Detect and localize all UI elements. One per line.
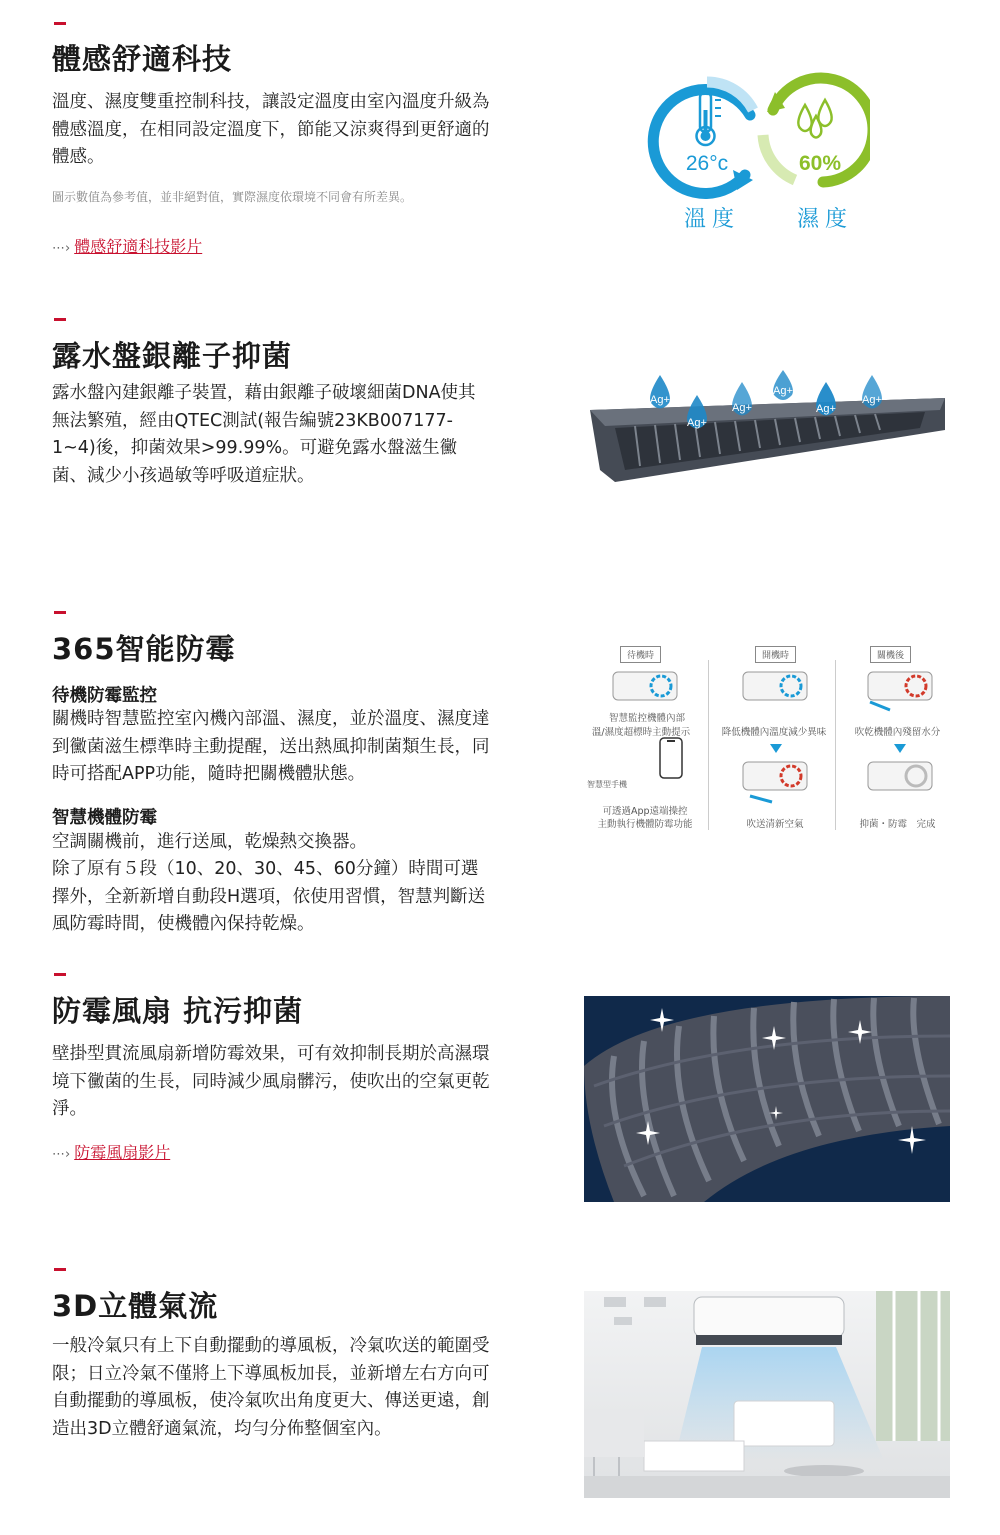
silver-ion-drop-icon (773, 370, 793, 400)
section-title-comfort: 體感舒適科技 (52, 42, 233, 76)
section-body-silver: 露水盤內建銀離子裝置，藉由銀離子破壞細菌DNA使其無法繁殖，經由QTEC測試(報告編號23KB007177-1~4)後，抑菌效果>99.99%。可避免露水盤滋生黴菌、減少小孩過敏等呼吸道症狀。 (52, 383, 476, 486)
comfort-video-link-row[interactable] (52, 234, 202, 257)
diagram-col2-label: 開機時 (755, 646, 796, 663)
diagram-caption: 吹乾機體內殘留水分 (854, 727, 941, 738)
diagram-caption: 可透過App遠端操控 (602, 806, 688, 817)
section-title-airflow: 3D立體氣流 (52, 1289, 219, 1323)
fan-image (584, 996, 950, 1202)
section-title-mold: 365智能防霉 (52, 632, 236, 666)
section-accent-bar (54, 611, 66, 614)
silver-ion-drop-icon (816, 382, 836, 416)
room-airflow-image (584, 1291, 950, 1498)
silver-ion-drop-icon (650, 375, 670, 409)
diagram-caption: 主動執行機體防霉功能 (597, 819, 693, 830)
svg-text:Ag+: Ag+ (732, 402, 752, 414)
link-arrow-icon: ⋯› (52, 241, 71, 256)
temp-humidity-figure (645, 70, 870, 240)
section-body-standby: 關機時智慧監控室內機內部溫、濕度，並於溫度、濕度達到黴菌滋生標準時主動提醒，送出熱風抑制菌類生長，同時可搭配APP功能，隨時把關機體狀態。 (52, 709, 490, 784)
comfort-video-link[interactable]: 體感舒適科技影片 (74, 237, 203, 256)
section-body-airflow: 一般冷氣只有上下自動擺動的導風板，冷氣吹送的範圍受限；日立冷氣不僅將上下導風板加長，並新增左右方向可自動擺動的導風板，使冷氣吹出角度更大、傳送更遠，創造出3D立體舒適氣流，均勻分佈整個室內。 (52, 1336, 490, 1439)
ac-unit-icon (868, 762, 932, 790)
ac-unit-icon (613, 672, 677, 700)
fan-video-link-row[interactable] (52, 1140, 170, 1163)
fan-video-link[interactable]: 防霉風扇影片 (74, 1143, 171, 1162)
temp-value: 26°c (685, 152, 729, 175)
down-arrow-icon (770, 744, 782, 753)
svg-text:Ag+: Ag+ (687, 417, 707, 429)
ac-unit-icon (743, 762, 807, 802)
section-body-smart-a: 空調關機前，進行送風，乾燥熱交換器。 (52, 832, 367, 852)
disclaimer-note: 圖示數值為參考值，並非絕對值，實際濕度依環境不同會有所差異。 (52, 190, 413, 204)
section-accent-bar (54, 973, 66, 976)
svg-text:Ag+: Ag+ (650, 394, 670, 406)
diagram-caption: 溫/濕度超標時主動提示 (591, 727, 691, 738)
diagram-col3-label: 關機後 (870, 646, 911, 663)
svg-text:Ag+: Ag+ (862, 394, 882, 406)
section-accent-bar (54, 1268, 66, 1271)
diagram-caption: 吹送清新空氣 (746, 819, 804, 830)
sub-heading-standby: 待機防霉監控 (52, 686, 157, 706)
mold-process-diagram (585, 640, 955, 840)
diagram-caption: 降低機體內溫度減少異味 (721, 727, 827, 738)
diagram-caption: 抑菌・防霉 完成 (859, 819, 936, 830)
humidity-label: 濕度 (796, 207, 854, 232)
section-accent-bar (54, 22, 66, 25)
drain-pan-figure (585, 370, 955, 490)
down-arrow-icon (894, 744, 906, 753)
section-title-silver: 露水盤銀離子抑菌 (52, 339, 293, 373)
sub-heading-smart: 智慧機體防霉 (52, 808, 157, 828)
thermometer-icon (697, 92, 722, 145)
svg-text:Ag+: Ag+ (816, 403, 836, 415)
silver-ion-drop-icon (862, 375, 882, 409)
ac-unit-icon (743, 672, 807, 700)
section-body-smart-b: 除了原有５段（10、20、30、45、60分鐘）時間可選擇外，全新新增自動段H選項，依使用習慣，智慧判斷送風防霉時間，使機體內保持乾燥。 (52, 859, 486, 934)
link-arrow-icon: ⋯› (52, 1147, 71, 1162)
water-drops-icon (798, 100, 831, 138)
svg-text:Ag+: Ag+ (773, 385, 793, 397)
humidity-value: 60% (798, 152, 842, 175)
ac-unit-icon (694, 1297, 844, 1345)
silver-ion-drop-icon (732, 382, 752, 416)
silver-ion-drop-icon (687, 395, 707, 429)
diagram-caption: 智慧監控機體內部 (608, 713, 685, 724)
diagram-col1-label: 待機時 (620, 646, 661, 663)
section-body-fan: 壁掛型貫流風扇新增防霉效果，可有效抑制長期於高濕環境下黴菌的生長，同時減少風扇髒污，使吹出的空氣更乾淨。 (52, 1044, 490, 1119)
section-body-comfort: 溫度、濕度雙重控制科技，讓設定溫度由室內溫度升級為體感溫度，在相同設定溫度下，節能又涼爽得到更舒適的體感。 (52, 92, 490, 167)
temp-label: 溫度 (683, 207, 741, 232)
ac-unit-icon (868, 672, 932, 710)
section-title-fan: 防霉風扇 抗污抑菌 (52, 994, 304, 1028)
section-accent-bar (54, 318, 66, 321)
smartphone-icon (660, 738, 682, 778)
phone-label: 智慧型手機 (587, 780, 627, 789)
